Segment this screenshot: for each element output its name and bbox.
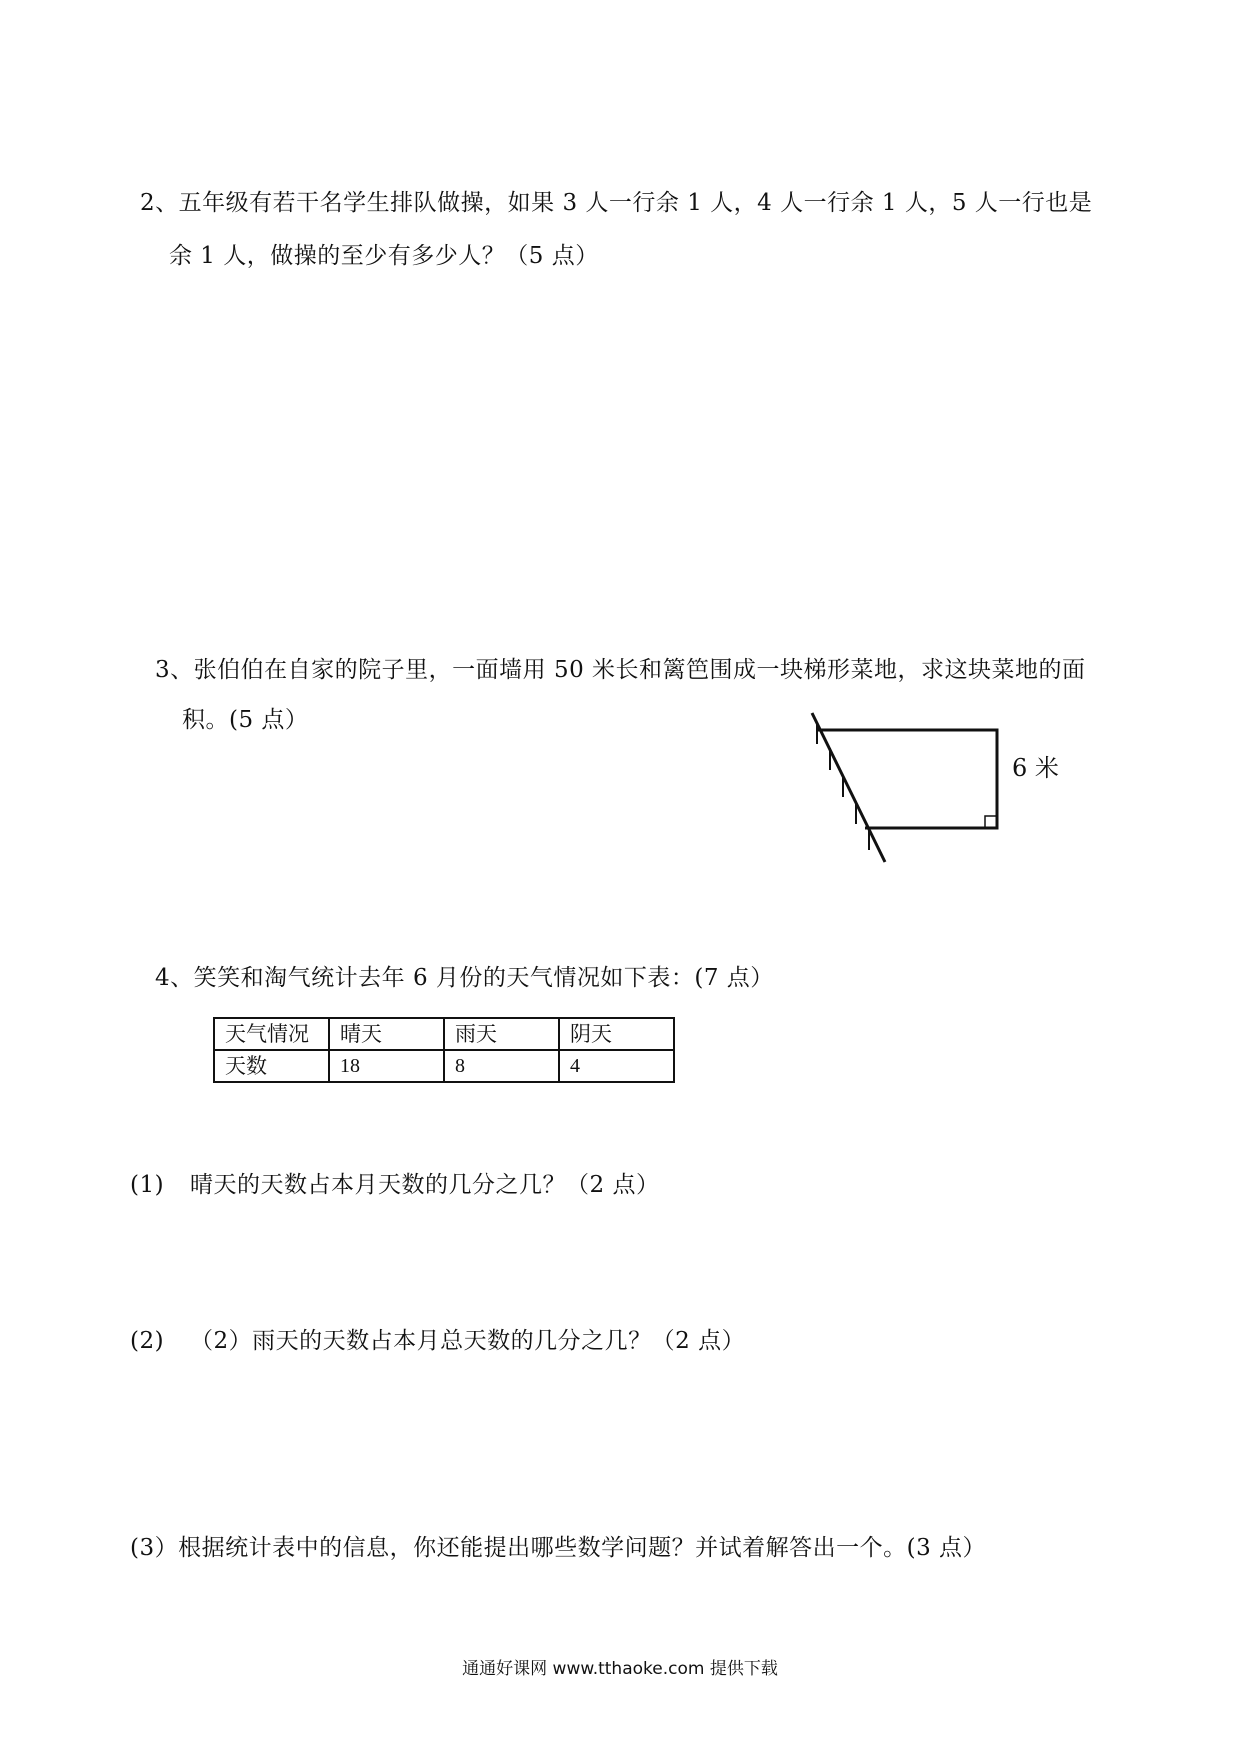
question-2-line-2: 余 1 人，做操的至少有多少人？（5 点）: [169, 243, 599, 269]
sub-question-1-number: (1): [130, 1172, 165, 1198]
wall-line: [812, 713, 885, 862]
sub-question-2-number: (2): [130, 1328, 165, 1354]
table-cell: 8: [444, 1050, 559, 1082]
sub-question-2-text: （2）雨天的天数占本月总天数的几分之几？（2 点）: [190, 1328, 746, 1354]
table-cell: 天数: [214, 1050, 329, 1082]
question-3-line-2: 积。(5 点）: [182, 707, 309, 733]
page-footer: 通通好课网 www.tthaoke.com 提供下载: [462, 1659, 778, 1679]
table-cell: 18: [329, 1050, 444, 1082]
weather-table: [213, 1017, 675, 1083]
question-4-title: 4、笑笑和淘气统计去年 6 月份的天气情况如下表：(7 点）: [155, 965, 774, 991]
right-angle-mark: [985, 816, 997, 828]
sub-question-1: [130, 1170, 659, 1200]
trapezoid-garden-figure: [780, 700, 1010, 870]
question-3-line-1: 3、张伯伯在自家的院子里，一面墙用 50 米长和篱笆围成一块梯形菜地，求这块菜地的面: [155, 657, 1086, 683]
table-cell: 4: [559, 1050, 674, 1082]
sub-question-1-text: 晴天的天数占本月天数的几分之几？（2 点）: [190, 1172, 660, 1198]
table-row: [214, 1018, 674, 1050]
table-header-cell: 阴天: [559, 1018, 674, 1050]
table-header-cell: 晴天: [329, 1018, 444, 1050]
sub-question-3: (3）根据统计表中的信息，你还能提出哪些数学问题？并试着解答出一个。(3 点）: [130, 1535, 987, 1561]
question-2-line-1: 2、五年级有若干名学生排队做操，如果 3 人一行余 1 人，4 人一行余 1 人，5 人一行也是: [140, 190, 1093, 216]
table-header-cell: 雨天: [444, 1018, 559, 1050]
height-dimension-label: 6 米: [1012, 754, 1059, 782]
sub-question-2: [130, 1326, 745, 1356]
table-row: [214, 1050, 674, 1082]
table-header-cell: 天气情况: [214, 1018, 329, 1050]
